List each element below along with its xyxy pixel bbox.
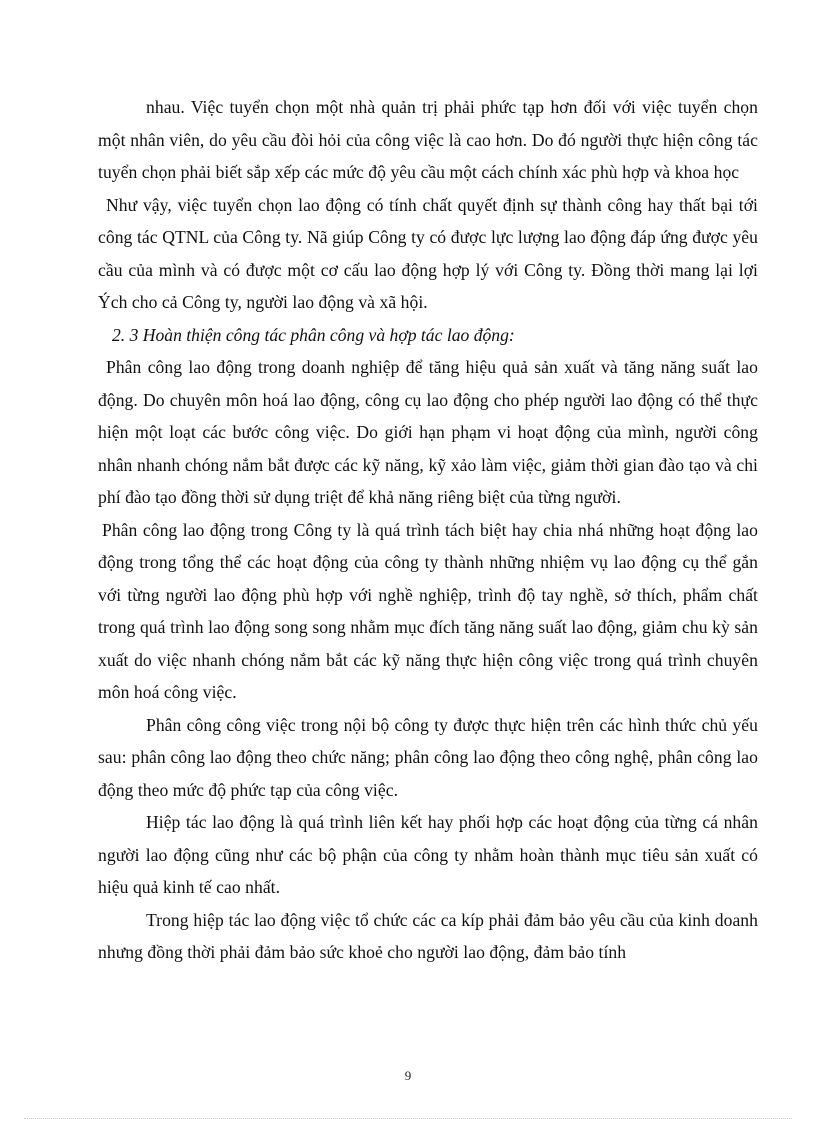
paragraph-labor-cooperation: Hiệp tác lao động là quá trình liên kết hay phối hợp các hoạt động của từng cá nhân người lao động cũng như các bộ phận của công ty nhằm hoàn thành mục tiêu sản xuất có hiệu quả kinh tế cao nhất.	[98, 812, 758, 897]
page-bottom-border	[24, 1118, 792, 1119]
page-number: 9	[404, 1068, 412, 1083]
paragraph-labor-division-company: Phân công lao động trong Công ty là quá trình tách biệt hay chia nhá những hoạt động lao động trong tổng thể các hoạt động của công ty thành những nhiệm vụ lao động cụ thể gắn với từng người lao động phù hợp với nghề nghiệp, trình độ tay nghề, sở thích, phẩm chất trong quá trình lao động song song nhằm mục đích tăng năng suất lao động, giảm chu kỳ sản xuất do việc nhanh chóng nắm bắt các kỹ năng thực hiện công việc trong quá trình chuyên môn hoá công việc.	[98, 519, 758, 702]
paragraph-recruitment-manager: nhau. Việc tuyển chọn một nhà quản trị phải phức tạp hơn đối với việc tuyển chọn một nhân viên, do yêu cầu đòi hỏi của công việc là cao hơn. Do đó người thực hiện công tác tuyển chọn phải biết sắp xếp các mức độ yêu cầu một cách chính xác phù hợp và khoa học	[98, 97, 758, 182]
paragraph-division-of-labor: Phân công lao động trong doanh nghiệp để tăng hiệu quả sản xuất và tăng năng suất lao động. Do chuyên môn hoá lao động, công cụ lao động cho phép người lao động có thể thực hiện một loạt các bước công việc. Do giới hạn phạm vi hoạt động của mình, người công nhân nhanh chóng nắm bắt được các kỹ năng, kỹ xảo làm việc, giảm thời gian đào tạo và chi phí đào tạo đồng thời sử dụng triệt để khả năng riêng biệt của từng người.	[98, 357, 758, 507]
paragraph-recruitment-importance: Như vậy, việc tuyển chọn lao động có tính chất quyết định sự thành công hay thất bại tới công tác QTNL của Công ty. Nã giúp Công ty có được lực lượng lao động đáp ứng được yêu cầu của mình và có được một cơ cấu lao động hợp lý với Công ty. Đồng thời mang lại lợi Ých cho cả Công ty, người lao động và xã hội.	[98, 194, 758, 312]
page-body	[98, 91, 758, 969]
paragraph-work-assignment-forms: Phân công công việc trong nội bộ công ty được thực hiện trên các hình thức chủ yếu sau: phân công lao động theo chức năng; phân công lao động theo công nghệ, phân công lao động theo mức độ phức tạp của công việc.	[98, 714, 758, 800]
section-heading: 2. 3 Hoàn thiện công tác phân công và hợp tác lao động:	[112, 324, 515, 345]
paragraph-shift-organization: Trong hiệp tác lao động việc tổ chức các ca kíp phải đảm bảo yêu cầu của kinh doanh nhưng đồng thời phải đảm bảo sức khoẻ cho người lao động, đảm bảo tính	[98, 909, 758, 962]
